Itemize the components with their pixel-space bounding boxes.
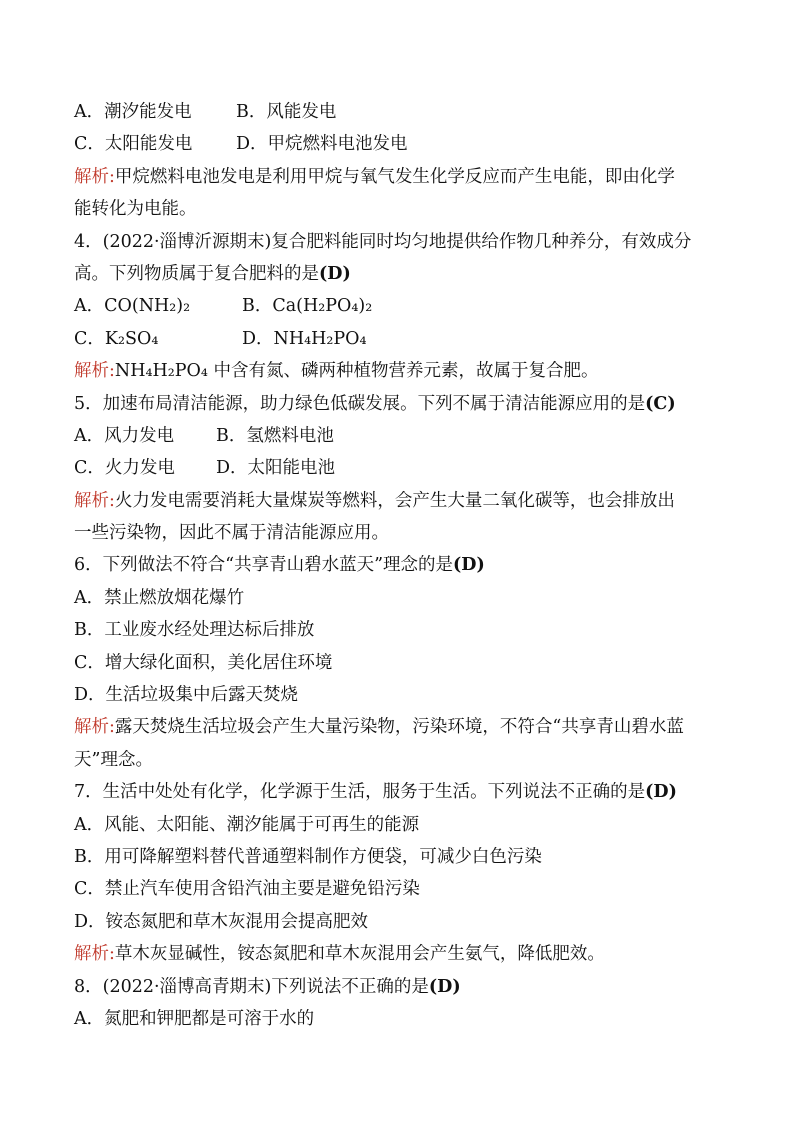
q6-explanation-line-1 xyxy=(74,711,734,743)
q3-explanation-line-2: 能转化为电能。 xyxy=(74,199,197,220)
q4-stem-text-2: 高。下列物质属于复合肥料的是 xyxy=(74,263,319,284)
q4-explanation-text: NH₄H₂PO₄ 中含有氮、磷两种植物营养元素，故属于复合肥。 xyxy=(114,361,599,382)
q7-stem-text: 7．生活中处处有化学，化学源于生活，服务于生活。下列说法不正确的是 xyxy=(74,782,646,803)
q6-stem-text: 6．下列做法不符合“共享青山碧水蓝天”理念的是 xyxy=(74,555,454,576)
q4-answer: (D) xyxy=(319,263,351,284)
explanation-label: 解析: xyxy=(74,166,115,187)
q3-options-row-2 xyxy=(74,128,734,160)
q5-stem-line xyxy=(74,388,734,420)
q5-explanation-line-1 xyxy=(74,485,734,517)
q6-option-c[interactable]: C．增大绿化面积，美化居住环境 xyxy=(74,652,333,673)
q7-option-b[interactable]: B．用可降解塑料替代普通塑料制作方便袋，可减少白色污染 xyxy=(74,846,542,867)
q4-options-row-2 xyxy=(74,323,734,355)
q3-option-b[interactable]: B．风能发电 xyxy=(236,102,337,122)
q7-explanation-text: 草木灰显碱性，铵态氮肥和草木灰混用会产生氨气，降低肥效。 xyxy=(114,944,605,965)
explanation-label: 解析: xyxy=(74,361,115,382)
q3-option-a[interactable]: A．潮汐能发电 xyxy=(74,102,192,122)
q6-explanation-text-1: 露天焚烧生活垃圾会产生大量污染物，污染环境，不符合“共享青山碧水蓝 xyxy=(114,717,684,738)
q6-explanation-line-2: 天”理念。 xyxy=(74,749,153,770)
q7-explanation-line xyxy=(74,938,734,970)
q6-option-d[interactable]: D．生活垃圾集中后露天焚烧 xyxy=(74,685,299,706)
q4-option-b[interactable]: B．Ca(H₂PO₄)₂ xyxy=(242,296,373,317)
q4-option-c[interactable]: C．K₂SO₄ xyxy=(74,328,159,349)
q3-option-c[interactable]: C．太阳能发电 xyxy=(74,134,193,155)
q6-option-a[interactable]: A．禁止燃放烟花爆竹 xyxy=(74,587,245,608)
q5-options-row-2 xyxy=(74,452,734,484)
q5-answer: (C) xyxy=(645,393,676,414)
q7-option-c[interactable]: C．禁止汽车使用含铅汽油主要是避免铅污染 xyxy=(74,879,420,900)
explanation-label: 解析: xyxy=(74,490,115,511)
q7-stem-line xyxy=(74,776,734,808)
q4-option-a[interactable]: A．CO(NH₂)₂ xyxy=(74,296,191,317)
q5-explanation-text-1: 火力发电需要消耗大量煤炭等燃料，会产生大量二氧化碳等，也会排放出 xyxy=(114,490,675,511)
q8-option-a[interactable]: A．氮肥和钾肥都是可溶于水的 xyxy=(74,1008,315,1029)
q7-option-a[interactable]: A．风能、太阳能、潮汐能属于可再生的能源 xyxy=(74,814,420,835)
q5-explanation-line-2: 一些污染物，因此不属于清洁能源应用。 xyxy=(74,523,389,544)
explanation-label: 解析: xyxy=(74,717,115,738)
q5-option-c[interactable]: C．火力发电 xyxy=(74,458,175,479)
q3-explanation-line-1 xyxy=(74,161,734,193)
q8-answer: (D) xyxy=(428,976,461,997)
q6-stem-line xyxy=(74,549,734,581)
q4-stem-line-2 xyxy=(74,258,734,290)
q6-answer: (D) xyxy=(453,555,485,576)
q8-stem-text: 8．(2022·淄博高青期末)下列说法不正确的是 xyxy=(74,976,429,997)
q5-option-a[interactable]: A．风力发电 xyxy=(74,425,175,446)
q4-option-d[interactable]: D．NH₄H₂PO₄ xyxy=(242,328,367,349)
q4-options-row-1 xyxy=(74,290,734,322)
q4-stem-line-1: 4．(2022·淄博沂源期末)复合肥料能同时均匀地提供给作物几种养分，有效成分 xyxy=(74,231,692,252)
q3-option-d[interactable]: D．甲烷燃料电池发电 xyxy=(236,134,408,155)
explanation-label: 解析: xyxy=(74,944,115,965)
q3-explanation-text-1: 甲烷燃料电池发电是利用甲烷与氧气发生化学反应而产生电能，即由化学 xyxy=(114,166,675,187)
q8-stem-line xyxy=(74,971,734,1003)
q6-option-b[interactable]: B．工业废水经处理达标后排放 xyxy=(74,620,315,641)
q5-option-d[interactable]: D．太阳能电池 xyxy=(216,458,336,479)
q5-options-row-1 xyxy=(74,420,734,452)
document-page xyxy=(74,96,734,1035)
q3-options-row-1 xyxy=(74,96,734,128)
q7-answer: (D) xyxy=(645,782,677,803)
q4-explanation-line xyxy=(74,355,734,387)
q7-option-d[interactable]: D．铵态氮肥和草木灰混用会提高肥效 xyxy=(74,911,369,932)
q5-stem-text: 5．加速布局清洁能源，助力绿色低碳发展。下列不属于清洁能源应用的是 xyxy=(74,393,646,414)
q5-option-b[interactable]: B．氢燃料电池 xyxy=(216,425,334,446)
